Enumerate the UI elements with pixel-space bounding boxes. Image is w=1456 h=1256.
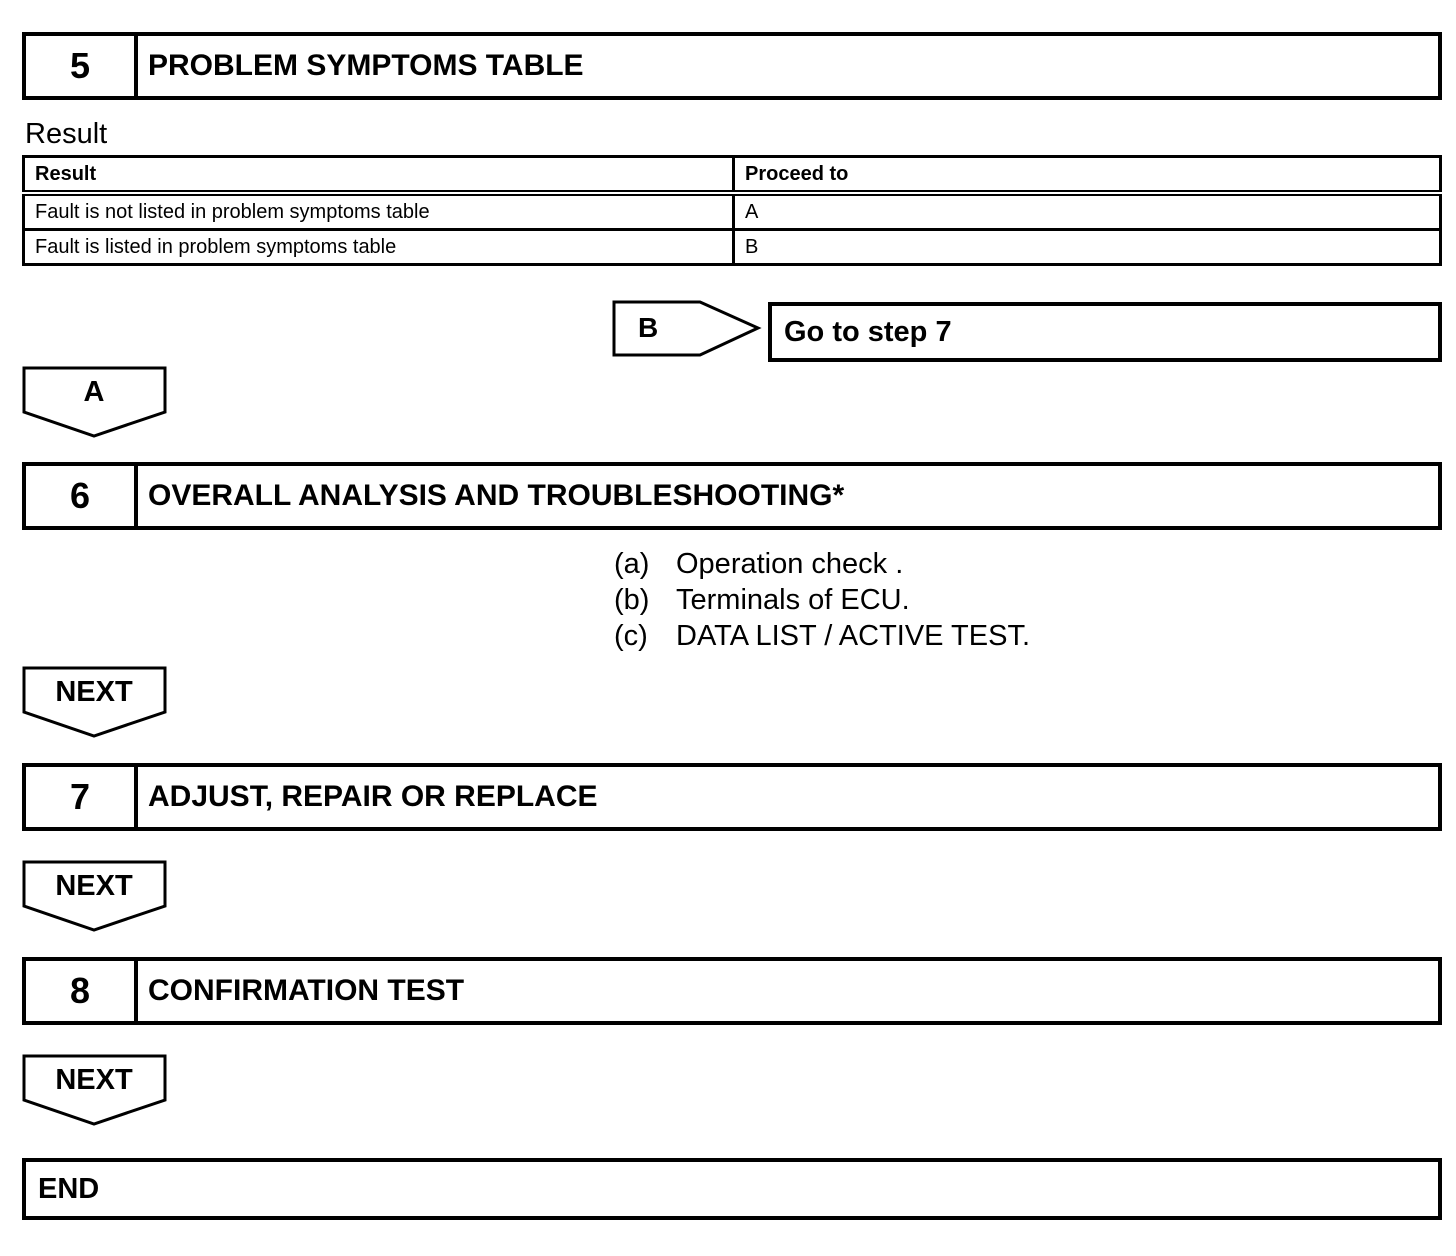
branch-b-arrow [612,300,762,358]
item-text: Operation check . [676,548,904,580]
item-marker: (b) [614,584,650,616]
list-item [614,582,1030,618]
branch-a-arrow [22,366,168,438]
list-item [614,618,1030,654]
column-header-proceed-to: Proceed to [734,157,1441,194]
item-text: DATA LIST / ACTIVE TEST. [676,620,1031,652]
branch-b-label: B [638,312,659,343]
step-title: OVERALL ANALYSIS AND TROUBLESHOOTING* [148,479,845,512]
result-cell: Fault is listed in problem symptoms table [24,230,734,265]
check-list [614,546,1030,654]
result-heading: Result [25,118,108,150]
table-header-row [24,157,1441,194]
table-row [24,230,1441,265]
result-table [22,155,1442,266]
step-number: 5 [26,36,138,96]
next-arrow [22,860,168,932]
result-cell: Fault is not listed in problem symptoms table [24,193,734,230]
item-marker: (a) [614,548,650,580]
next-label: NEXT [55,676,133,708]
step-title: ADJUST, REPAIR OR REPLACE [148,780,598,813]
step-5-header [22,32,1442,100]
step-title: CONFIRMATION TEST [148,974,465,1007]
step-6-header [22,462,1442,530]
next-label: NEXT [55,870,133,902]
next-arrow [22,1054,168,1126]
right-arrow-icon [612,300,762,358]
step-title: PROBLEM SYMPTOMS TABLE [148,49,584,82]
column-header-result: Result [24,157,734,194]
go-to-step-box: Go to step 7 [768,302,1442,362]
item-text: Terminals of ECU. [676,584,910,616]
proceed-cell: B [734,230,1441,265]
step-8-header [22,957,1442,1025]
step-number: 6 [26,466,138,526]
list-item [614,546,1030,582]
end-box: END [22,1158,1442,1220]
proceed-cell: A [734,193,1441,230]
step-7-header [22,763,1442,831]
next-label: NEXT [55,1064,133,1096]
item-marker: (c) [614,620,648,652]
table-row [24,193,1441,230]
next-arrow [22,666,168,738]
branch-a-label: A [83,376,105,408]
step-number: 8 [26,961,138,1021]
step-number: 7 [26,767,138,827]
